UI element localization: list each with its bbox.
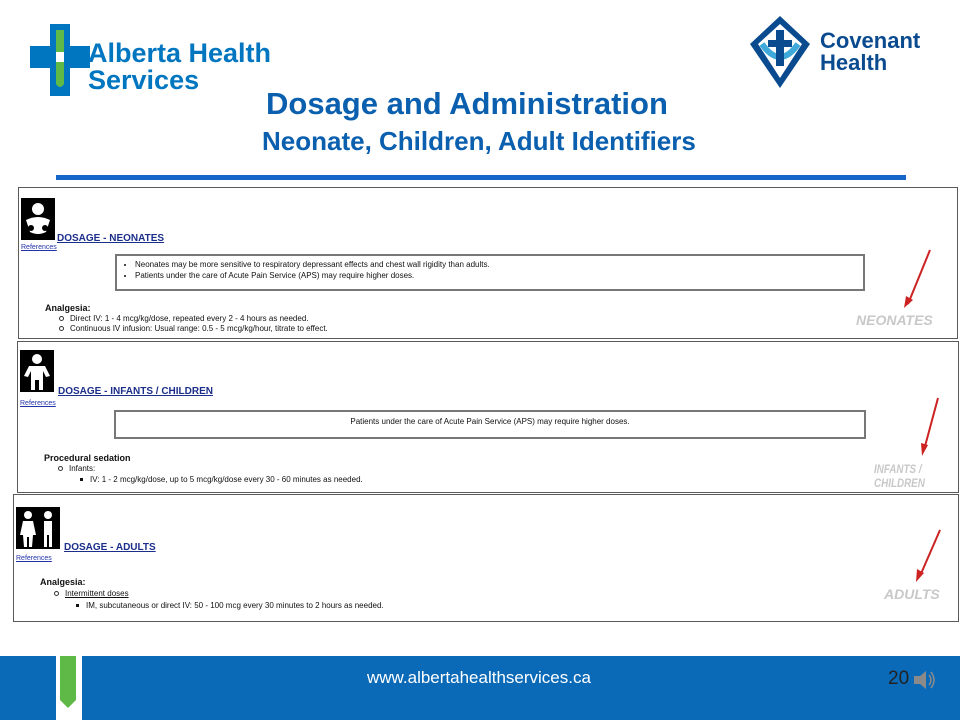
children-warning-box: [114, 410, 866, 439]
adults-heading[interactable]: DOSAGE - ADULTS: [64, 542, 156, 553]
children-panel: [17, 341, 959, 493]
adults-dose-item: IM, subcutaneous or direct IV: 50 - 100 mcg every 30 minutes to 2 hours as needed.: [76, 601, 384, 610]
children-side-label: INFANTS / CHILDREN: [874, 462, 925, 490]
child-icon: [20, 350, 54, 392]
speaker-icon[interactable]: [912, 668, 938, 692]
children-warning: Patients under the care of Acute Pain Service (APS) may require higher doses.: [350, 417, 630, 426]
covenant-shield-icon: [748, 14, 812, 90]
ahs-logo-line2: Services: [88, 65, 200, 95]
children-heading[interactable]: DOSAGE - INFANTS / CHILDREN: [58, 386, 214, 397]
title-divider: [56, 175, 906, 180]
slide-subtitle: Neonate, Children, Adult Identifiers: [262, 126, 696, 156]
neonates-warning-2: • Patients under the care of Acute Pain Service (APS) may require higher doses.: [135, 271, 863, 280]
children-dose-item: IV: 1 - 2 mcg/kg/dose, up to 5 mcg/kg/dose every 30 - 60 minutes as needed.: [80, 475, 363, 484]
neonates-side-label: NEONATES: [856, 312, 933, 328]
covenant-logo-line2: Health: [820, 50, 888, 75]
neonates-warning-box: [115, 254, 865, 291]
ahs-logo-line1: Alberta Health: [88, 38, 272, 68]
footer-ahs-mark-icon: [30, 656, 120, 720]
neonates-section-title: Analgesia:: [45, 303, 91, 313]
neonates-panel: [18, 187, 958, 339]
adults-restroom-icon: [16, 507, 60, 549]
neonates-references-link[interactable]: References: [21, 244, 57, 251]
adults-panel: [13, 494, 959, 622]
neonates-heading[interactable]: DOSAGE - NEONATES: [57, 233, 165, 244]
covenant-logo-text: [820, 30, 920, 74]
covenant-logo-line1: Covenant: [820, 28, 921, 53]
adults-references-link[interactable]: References: [16, 555, 52, 562]
slide-title: Dosage and Administration: [266, 86, 668, 121]
red-arrow-icon: [916, 396, 942, 458]
neonates-dose-item: Direct IV: 1 - 4 mcg/kg/dose, repeated every 2 - 4 hours as needed.: [59, 314, 309, 323]
neonates-dose-item: Continuous IV infusion: Usual range: 0.5 - 5 mcg/kg/hour, titrate to effect.: [59, 324, 328, 333]
neonate-icon: [21, 198, 55, 240]
children-subsection: Infants:: [58, 464, 95, 473]
footer-url-link[interactable]: www.albertahealthservices.ca: [367, 668, 591, 687]
children-references-link[interactable]: References: [20, 400, 56, 407]
footer-bar: [0, 656, 960, 720]
adults-subsection: Intermittent doses: [54, 589, 129, 598]
adults-section-title: Analgesia:: [40, 577, 86, 587]
red-arrow-icon: [910, 528, 944, 584]
children-section-title: Procedural sedation: [44, 453, 131, 463]
adults-side-label: ADULTS: [884, 586, 940, 602]
neonates-warning-1: • Neonates may be more sensitive to respiratory depressant effects and chest wall rigidity than adults.: [135, 260, 863, 269]
ahs-logo-text: [88, 40, 271, 94]
ahs-cross-icon: [30, 24, 90, 96]
page-number: 20: [888, 668, 910, 689]
red-arrow-icon: [900, 248, 936, 312]
